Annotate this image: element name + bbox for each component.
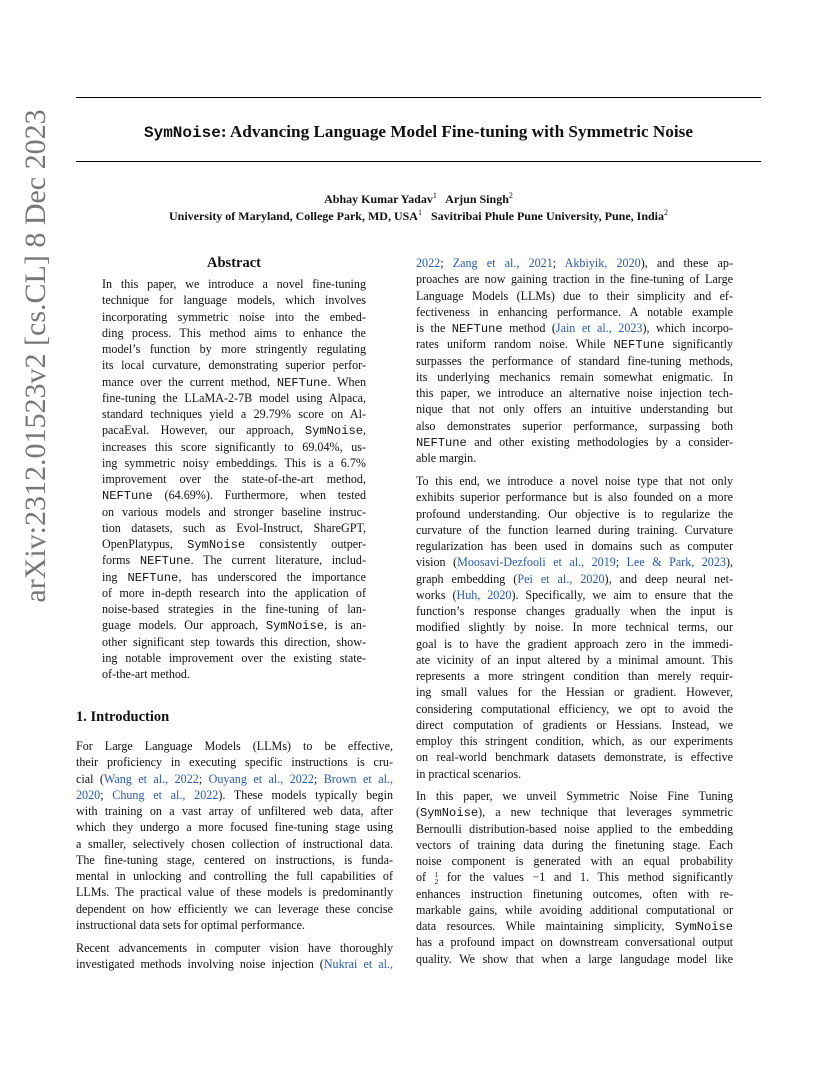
text-run: significantly	[664, 337, 734, 352]
text-run: LLMs. The practical value of these models is predominantly	[76, 885, 393, 900]
author-1-sup: 1	[432, 191, 437, 200]
text-line	[416, 821, 733, 837]
text-run: ;	[100, 787, 113, 802]
text-run: ;	[198, 771, 209, 786]
text-run: ), and deep neural net-	[604, 571, 733, 586]
text-line	[102, 439, 366, 455]
code-term: SymNoise	[420, 806, 479, 821]
text-run: ;	[440, 256, 453, 270]
text-run: with training on a vast array of unfiltered web data, after	[76, 804, 393, 818]
text-line	[102, 422, 366, 438]
text-line	[102, 357, 366, 373]
code-term: SymNoise	[304, 424, 363, 439]
text-line	[416, 636, 733, 652]
text-line	[416, 473, 733, 489]
text-line	[416, 733, 733, 749]
text-line	[76, 819, 393, 835]
text-run: ing symmetric noisy embeddings. This is a 6.7%	[102, 455, 366, 470]
introduction-section	[76, 707, 396, 727]
text-run: and other existing methodologies by a consider-	[466, 434, 733, 449]
text-line	[416, 320, 733, 336]
text-run: incorporating symmetric noise into the embed-	[102, 309, 366, 324]
text-line	[416, 271, 733, 287]
code-term: SymNoise	[265, 619, 324, 634]
text-line	[416, 522, 733, 538]
text-line	[102, 325, 366, 341]
text-line	[76, 803, 393, 819]
code-term: NEFTune	[416, 435, 467, 450]
text-line	[102, 471, 366, 487]
text-run: ding process. This method aims to enhance the	[102, 325, 366, 340]
text-line	[416, 668, 733, 684]
text-line	[76, 738, 393, 754]
text-run: ing small values for the Hessian or gradient. However,	[416, 685, 733, 700]
text-run: on various models and stronger baseline instruc-	[102, 504, 366, 519]
paper-title	[76, 121, 761, 144]
text-run: data resources. While maintaining simplicity,	[416, 919, 675, 933]
text-line	[416, 934, 733, 950]
text-run: ), which incorpo-	[642, 321, 734, 335]
text-run: also demonstrates superior performance, surpassing both	[416, 418, 733, 433]
text-run: of-the-art method.	[102, 667, 190, 681]
citation-link[interactable]: Nukrai et al.,	[323, 957, 393, 972]
text-run: ;	[552, 256, 565, 270]
text-run: forms	[102, 553, 140, 568]
text-run: ), and these ap-	[640, 256, 734, 270]
text-run: ). Specifically, we aim to ensure that the	[511, 587, 733, 602]
text-line	[416, 401, 733, 417]
text-run: considering computational efficiency, we opt to avoid the	[416, 701, 733, 716]
text-line	[416, 788, 733, 804]
text-line	[416, 804, 733, 820]
text-run: its underlying mechanics remain somewhat enigmatic. In	[416, 369, 733, 384]
introduction-paragraph-1	[76, 738, 393, 933]
text-run: is the	[416, 321, 452, 335]
text-line	[416, 717, 733, 733]
text-run: For Large Language Models (LLMs) to be effective,	[76, 739, 393, 753]
text-run: guage models. Our approach,	[102, 618, 266, 633]
text-line	[416, 385, 733, 401]
text-run: . The current literature, includ-	[190, 553, 366, 568]
text-line	[102, 634, 366, 650]
text-run: exhibits superior performance but is also founded on a more	[416, 490, 733, 505]
citation-link[interactable]: Ouyang et al., 2022	[208, 771, 314, 786]
text-line	[102, 292, 366, 308]
code-term: SymNoise	[187, 538, 246, 552]
text-run: modified slightly by noise. In more technical terms, our	[416, 620, 733, 635]
text-line	[416, 587, 733, 603]
text-line	[76, 901, 393, 917]
citation-link[interactable]: Moosavi-Dezfooli et al., 2019	[457, 555, 616, 570]
citation-link[interactable]: 2020	[76, 787, 101, 802]
author-affiliations	[76, 208, 761, 224]
text-line	[416, 450, 733, 466]
text-line	[416, 554, 733, 570]
text-run: in practical scenarios.	[416, 766, 522, 781]
text-line	[416, 749, 733, 765]
code-term: NEFTune	[102, 489, 153, 504]
text-run: able margin.	[416, 451, 477, 465]
text-line	[416, 886, 733, 902]
citation-link[interactable]: Brown et al.,	[323, 771, 393, 786]
text-line	[102, 341, 366, 357]
text-line	[76, 771, 393, 787]
title-text: : Advancing Language Model Fine-tuning with Symmetric Noise	[220, 122, 693, 141]
text-run: ),	[725, 555, 733, 570]
text-run: ing notable improvement over the existing state-	[102, 650, 366, 665]
text-run: works (	[416, 587, 457, 602]
author-2-sup: 2	[508, 191, 513, 200]
text-line	[416, 304, 733, 320]
text-run: ;	[615, 555, 627, 570]
citation-link[interactable]: Akbiyik, 2020	[564, 256, 641, 270]
affiliation-1: University of Maryland, College Park, MD, USA	[168, 209, 418, 223]
text-run: fectiveness in enhancing performance. A notable example	[416, 304, 733, 319]
introduction-heading: 1. Introduction	[76, 709, 170, 725]
text-run: dependent on how efficiently we can leverage these concise	[76, 901, 393, 916]
text-run: instructional data sets for optimal performance.	[76, 917, 306, 932]
text-line	[102, 666, 366, 682]
text-line	[416, 418, 733, 434]
affiliation-1-sup: 1	[417, 208, 422, 217]
citation-link[interactable]: Lee & Park, 2023	[626, 555, 726, 570]
text-line	[102, 650, 366, 666]
text-line	[102, 406, 366, 422]
text-line	[76, 940, 393, 956]
text-line	[76, 956, 393, 972]
right-paragraph-2	[416, 473, 733, 782]
text-line	[76, 917, 393, 933]
code-term: NEFTune	[613, 338, 665, 353]
text-line	[416, 951, 733, 967]
text-run: technique for language models, which involves	[102, 293, 366, 308]
text-run: regularization has been used in domains such as computer	[416, 539, 733, 553]
code-term: SymNoise	[674, 920, 733, 934]
text-run: ). These models typically begin	[218, 787, 394, 802]
text-line	[416, 336, 733, 352]
fraction: 1 2	[434, 871, 439, 887]
text-run: OpenPlatypus,	[102, 537, 188, 551]
text-run: Language Models (LLMs) due to their simplicity and ef-	[416, 288, 733, 303]
text-line	[416, 571, 733, 587]
introduction-paragraph-2	[76, 940, 393, 973]
text-run: other significant step towards this direction, show-	[102, 634, 366, 649]
author-names	[76, 191, 761, 207]
code-term: NEFTune	[139, 554, 191, 569]
bottom-rule	[76, 161, 761, 162]
citation-link[interactable]: Jain et al., 2023	[555, 321, 643, 335]
text-run: curvature of the function learned during training. Curvature	[416, 522, 733, 537]
text-line	[416, 918, 733, 934]
text-line	[416, 255, 733, 271]
author-1: Abhay Kumar Yadav	[324, 192, 433, 206]
text-line	[416, 538, 733, 554]
text-run: ), a new technique that leverages symmetric	[478, 805, 733, 820]
text-line	[416, 489, 733, 505]
text-run: this paper, we introduce an alternative noise injection tech-	[416, 386, 733, 400]
code-term: NEFTune	[451, 322, 503, 336]
text-run: proaches are now gaining traction in the fine-tuning of Large	[416, 272, 733, 287]
author-2: Arjun Singh	[445, 192, 509, 206]
text-line	[102, 374, 366, 390]
text-line	[76, 884, 393, 900]
text-line	[102, 601, 366, 617]
text-run: increases this score significantly to 69.04%, us-	[102, 439, 366, 454]
text-line	[416, 684, 733, 700]
citation-link[interactable]: Wang et al., 2022	[103, 771, 199, 786]
text-run: . When	[327, 374, 366, 389]
text-run: employ this stringent condition, which, as our experiments	[416, 734, 733, 748]
text-run: To this end, we introduce a novel noise type that not only	[416, 474, 733, 488]
text-run: vectors of training data during the finetuning stage. Each	[416, 837, 733, 852]
text-line	[416, 434, 733, 450]
text-run: has a profound impact on downstream conversational output	[416, 935, 733, 950]
citation-link[interactable]: Chung et al., 2022	[112, 787, 219, 802]
text-run: direct computation of gradients or Hessians. Instead, we	[416, 717, 733, 732]
text-run: (64.69%). Furthermore, when tested	[152, 488, 366, 503]
text-run: (	[416, 805, 421, 820]
text-line	[102, 520, 366, 536]
text-run: standard techniques yield a 29.79% score on Al-	[102, 407, 366, 421]
text-line	[416, 902, 733, 918]
text-run: graph embedding (	[416, 571, 518, 586]
text-run: ;	[313, 771, 324, 786]
text-run: noise-based strategies in the fine-tuning of lan-	[102, 602, 366, 616]
text-line	[416, 701, 733, 717]
text-run: represents a more stringent condition than merely requir-	[416, 669, 733, 683]
text-run: function’s response changes gradually when the input is	[416, 604, 733, 618]
text-run: rates uniform random noise. While	[416, 337, 614, 352]
text-run: their proficiency in executing specific instructions is cru-	[76, 755, 393, 770]
text-line	[76, 787, 393, 803]
text-run: improvement over the state-of-the-art method,	[102, 472, 366, 486]
text-run: quality. We show that when a large langudage model like	[416, 951, 733, 966]
affiliation-2: Savitribai Phule Pune University, Pune, India	[430, 209, 665, 223]
text-line	[416, 369, 733, 385]
text-line	[102, 536, 366, 552]
arxiv-side-label: arXiv:2312.01523v2 [cs.CL] 8 Dec 2023	[19, 109, 52, 603]
text-line	[416, 652, 733, 668]
text-line	[416, 603, 733, 619]
text-run: nique that not only offers an intuitive understanding but	[416, 402, 733, 417]
text-run: ing	[102, 569, 128, 584]
text-line	[102, 487, 366, 503]
text-run: markable gains, while avoiding additional computational or	[416, 902, 733, 917]
code-term: NEFTune	[127, 570, 179, 585]
text-run: , has underscored the importance	[178, 569, 366, 584]
text-line	[76, 836, 393, 852]
text-run: mance over the current method,	[102, 374, 277, 389]
text-run: its local curvature, demonstrating superior perfor-	[102, 358, 366, 373]
text-line	[416, 837, 733, 853]
text-run: profound understanding. Our objective is to regularize the	[416, 506, 733, 521]
text-run: investigated methods involving noise injection (	[76, 957, 324, 972]
text-run: ate vicinity of an input altered by a minimal amount. This	[416, 652, 733, 667]
text-run: In this paper, we introduce a novel fine-tuning	[102, 277, 366, 291]
text-run: goal is to have the gradient approach zero in the immedi-	[416, 636, 733, 651]
text-line	[102, 309, 366, 325]
text-run: vision (	[416, 555, 458, 570]
top-rule	[76, 97, 761, 98]
text-line	[102, 552, 366, 568]
text-line	[102, 585, 366, 601]
text-run: noise component is generated with an equal probability	[416, 854, 733, 868]
text-line	[416, 506, 733, 522]
citation-link[interactable]: Huh, 2020	[456, 587, 512, 602]
text-line	[102, 455, 366, 471]
text-line	[76, 754, 393, 770]
text-run: ,	[362, 423, 366, 438]
text-line	[76, 868, 393, 884]
text-line	[416, 288, 733, 304]
right-paragraph-3	[416, 788, 733, 967]
text-run: method (	[502, 321, 556, 335]
text-run: Recent advancements in computer vision have thoroughly	[76, 941, 393, 955]
text-run: Bernoulli distribution-based noise applied to the embedding	[416, 821, 733, 836]
text-run: a smaller, selectively chosen collection of instructional data.	[76, 836, 393, 851]
text-run: consistently outper-	[245, 537, 366, 551]
text-line	[102, 569, 366, 585]
title-method-name: SymNoise	[144, 124, 221, 142]
text-line	[416, 353, 733, 369]
text-run: of more in-depth research into the application of	[102, 585, 366, 600]
text-line	[416, 766, 733, 782]
abstract-body	[102, 276, 366, 682]
text-line	[416, 869, 733, 885]
citation-link[interactable]: Zang et al., 2021	[452, 256, 553, 270]
text-line	[102, 276, 366, 292]
text-run: enhances instruction finetuning outcomes, often with re-	[416, 886, 733, 901]
abstract-heading: Abstract	[207, 255, 261, 271]
text-line	[102, 390, 366, 406]
text-run: tion datasets, such as Evol-Instruct, ShareGPT,	[102, 520, 366, 535]
text-run: of	[416, 870, 435, 885]
text-run: fine-tuning the LLaMA-2-7B model using Alpaca,	[102, 390, 366, 405]
abstract-section	[102, 250, 366, 682]
text-run: pacaEval. However, our approach,	[102, 423, 305, 438]
text-run: model’s function by more stringently regulating	[102, 342, 366, 356]
right-paragraph-1	[416, 255, 733, 466]
code-term: NEFTune	[276, 375, 328, 390]
citation-link[interactable]: Pei et al., 2020	[517, 571, 605, 586]
affiliation-2-sup: 2	[664, 208, 669, 217]
text-run: on real-world benchmark datasets demonstrate, is effective	[416, 750, 733, 765]
text-line	[416, 853, 733, 869]
text-run: , is an-	[323, 618, 366, 633]
text-run: surpasses the performance of standard fine-tuning methods,	[416, 353, 733, 368]
text-line	[102, 504, 366, 520]
text-run: In this paper, we unveil Symmetric Noise Fine Tuning	[416, 789, 733, 803]
text-run: mental in unlocking and controlling the full capabilities of	[76, 869, 393, 883]
text-run: for the values −1 and 1. This method significantly	[438, 870, 733, 885]
text-line	[76, 852, 393, 868]
text-line	[416, 619, 733, 635]
text-run: which they undergo a more focused fine-tuning stage using	[76, 820, 393, 835]
text-run: The fine-tuning stage, centered on instructions, is funda-	[76, 852, 393, 867]
text-line	[102, 617, 366, 633]
citation-link[interactable]: 2022	[416, 256, 441, 270]
text-run: cial (	[76, 771, 104, 786]
